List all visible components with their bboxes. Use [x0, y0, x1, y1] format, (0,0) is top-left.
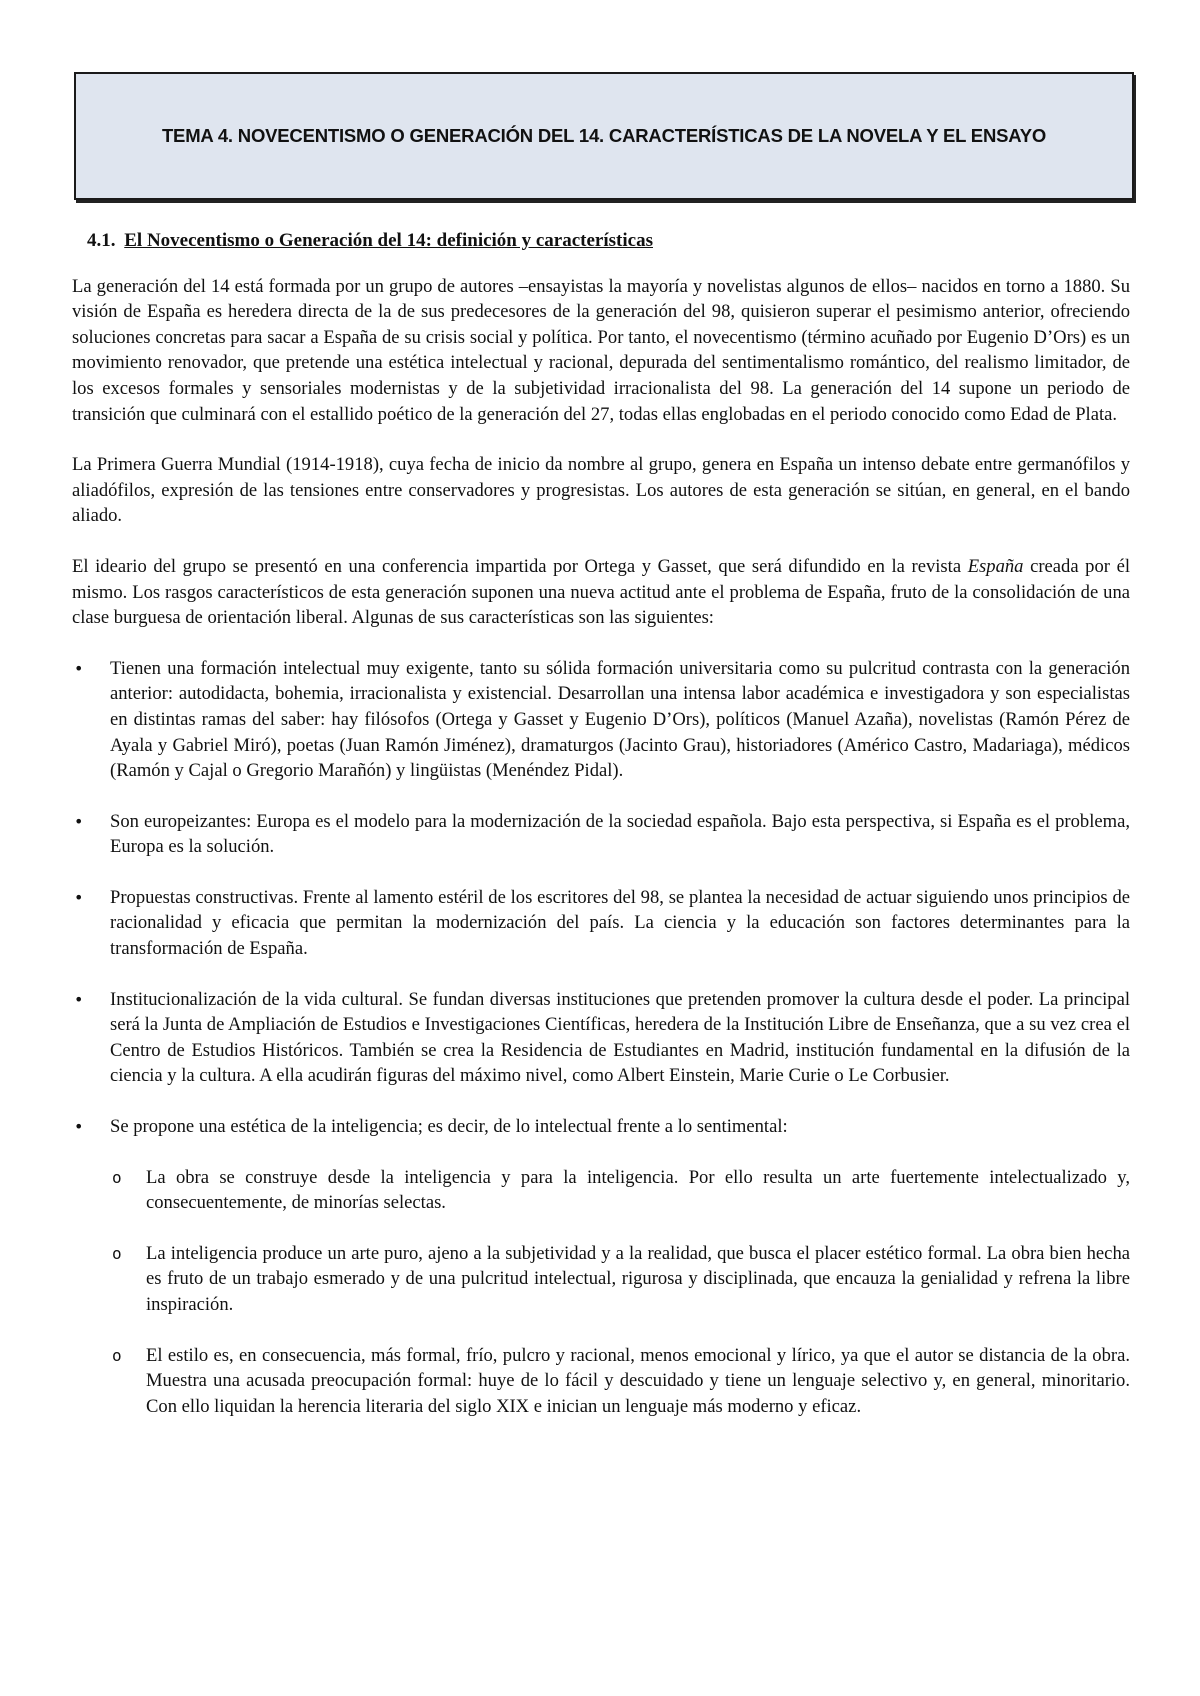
circle-bullet-icon: o	[112, 1243, 122, 1263]
paragraph-3	[72, 554, 1130, 631]
sub-list-item	[110, 1241, 1130, 1318]
list-item	[72, 987, 1130, 1089]
document-title: TEMA 4. NOVECENTISMO O GENERACIÓN DEL 14. CARACTERÍSTICAS DE LA NOVELA Y EL ENSAYO	[161, 125, 1047, 146]
aesthetic-sublist	[110, 1165, 1130, 1420]
bullet-icon: •	[74, 811, 84, 831]
sub-list-item-text: La obra se construye desde la inteligencia y para la inteligencia. Por ello resulta un arte fuertemente intelectualizado y, consecuentemente, de minorías selectas.	[146, 1166, 1130, 1214]
bullet-icon: •	[74, 658, 84, 678]
list-item-text: Se propone una estética de la inteligencia; es decir, de lo intelectual frente a lo sentimental:	[110, 1116, 788, 1138]
section-heading	[87, 228, 1130, 254]
list-item-text: Son europeizantes: Europa es el modelo para la modernización de la sociedad española. Bajo esta perspectiva, si España es el problema, Europa es la solución.	[110, 810, 1130, 858]
sub-list-item-text: El estilo es, en consecuencia, más formal, frío, pulcro y racional, menos emocional y lírico, ya que el autor se distancia de la obra. Muestra una acusada preocupación formal: huye de lo fácil y descuidado y tiene un lenguaje selectivo y, en general, minoritario. Con ello liquidan la herencia literaria del siglo XIX e inician un lenguaje más moderno y eficaz.	[146, 1344, 1130, 1417]
sub-list-item-text: La inteligencia produce un arte puro, ajeno a la subjetividad y a la realidad, que busca el placer estético formal. La obra bien hecha es fruto de un trabajo esmerado y de una pulcritud intelectual, rigurosa y disciplinada, que encauza la genialidad y refrena la libre inspiración.	[146, 1242, 1130, 1315]
list-item-text: Tienen una formación intelectual muy exigente, tanto su sólida formación universitaria como su pulcritud contrasta con la generación anterior: autodidacta, bohemia, irracionalista y existencial. Desarrollan una intensa labor académica e investigadora y son especialistas en distintas ramas del saber: hay filósofos (Ortega y Gasset y Eugenio D’Ors), políticos (Manuel Azaña), novelistas (Ramón Pérez de Ayala y Gabriel Miró), poetas (Juan Ramón Jiménez), dramaturgos (Jacinto Grau), historiadores (Américo Castro, Madariaga), médicos (Ramón y Cajal o Gregorio Marañón) y lingüistas (Menéndez Pidal).	[110, 657, 1130, 782]
paragraph-2: La Primera Guerra Mundial (1914-1918), cuya fecha de inicio da nombre al grupo, genera en España un intenso debate entre germanófilos y aliadófilos, expresión de las tensiones entre conservadores y progresistas. Los autores de esta generación se sitúan, en general, en el bando aliado.	[72, 454, 1130, 527]
list-item	[72, 656, 1130, 784]
circle-bullet-icon: o	[112, 1345, 122, 1365]
paragraph-3-start: El ideario del grupo se presentó en una conferencia impartida por Ortega y Gasset, que será difundido en la revista	[72, 555, 968, 577]
bullet-icon: •	[74, 1117, 84, 1137]
magazine-title: España	[967, 555, 1024, 577]
document-body	[72, 228, 1130, 1444]
list-item	[72, 1114, 1130, 1419]
bullet-icon: •	[74, 887, 84, 907]
bullet-icon: •	[74, 989, 84, 1009]
list-item-text: Propuestas constructivas. Frente al lamento estéril de los escritores del 98, se plantea la necesidad de actuar siguiendo unos principios de racionalidad y eficacia que permitan la modernización del país. La ciencia y la educación son factores determinantes para la transformación de España.	[110, 886, 1130, 960]
sub-list-item	[110, 1343, 1130, 1420]
paragraph-3-end: creada por él mismo. Los rasgos característicos de esta generación suponen una nueva actitud ante el problema de España, fruto de la consolidación de una clase burguesa de orientación liberal. Algunas de sus características son las siguientes:	[72, 555, 1130, 629]
list-item	[72, 885, 1130, 962]
paragraph-1: La generación del 14 está formada por un grupo de autores –ensayistas la mayoría y novelistas algunos de ellos– nacidos en torno a 1880. Su visión de España es heredera directa de la de sus predecesores de la generación del 98, quisieron superar el pesimismo anterior, ofreciendo soluciones concretas para sacar a España de su crisis social y política. Por tanto, el novecentismo (término acuñado por Eugenio D’Ors) es un movimiento renovador, que pretende una estética intelectual y racional, depurada del sentimentalismo romántico, del realismo limitador, de los excesos formales y sensoriales modernistas y de la subjetividad irracionalista del 98. La generación del 14 supone un periodo de transición que culminará con el estallido poético de la generación del 27, todas ellas englobadas en el periodo conocido como Edad de Plata.	[72, 275, 1130, 425]
characteristics-list	[72, 656, 1130, 1420]
section-heading-text: El Novecentismo o Generación del 14: definición y características	[124, 230, 653, 251]
sub-list-item	[110, 1165, 1130, 1216]
circle-bullet-icon: o	[112, 1167, 122, 1187]
title-box	[74, 72, 1134, 200]
list-item	[72, 809, 1130, 860]
section-number: 4.1.	[87, 230, 116, 251]
list-item-text: Institucionalización de la vida cultural. Se fundan diversas instituciones que pretenden promover la cultura desde el poder. La principal será la Junta de Ampliación de Estudios e Investigaciones Científicas, heredera de la Institución Libre de Enseñanza, que a su vez crea el Centro de Estudios Históricos. También se crea la Residencia de Estudiantes en Madrid, institución fundamental en la difusión de la ciencia y la cultura. A ella acudirán figuras del máximo nivel, como Albert Einstein, Marie Curie o Le Corbusier.	[110, 988, 1130, 1087]
